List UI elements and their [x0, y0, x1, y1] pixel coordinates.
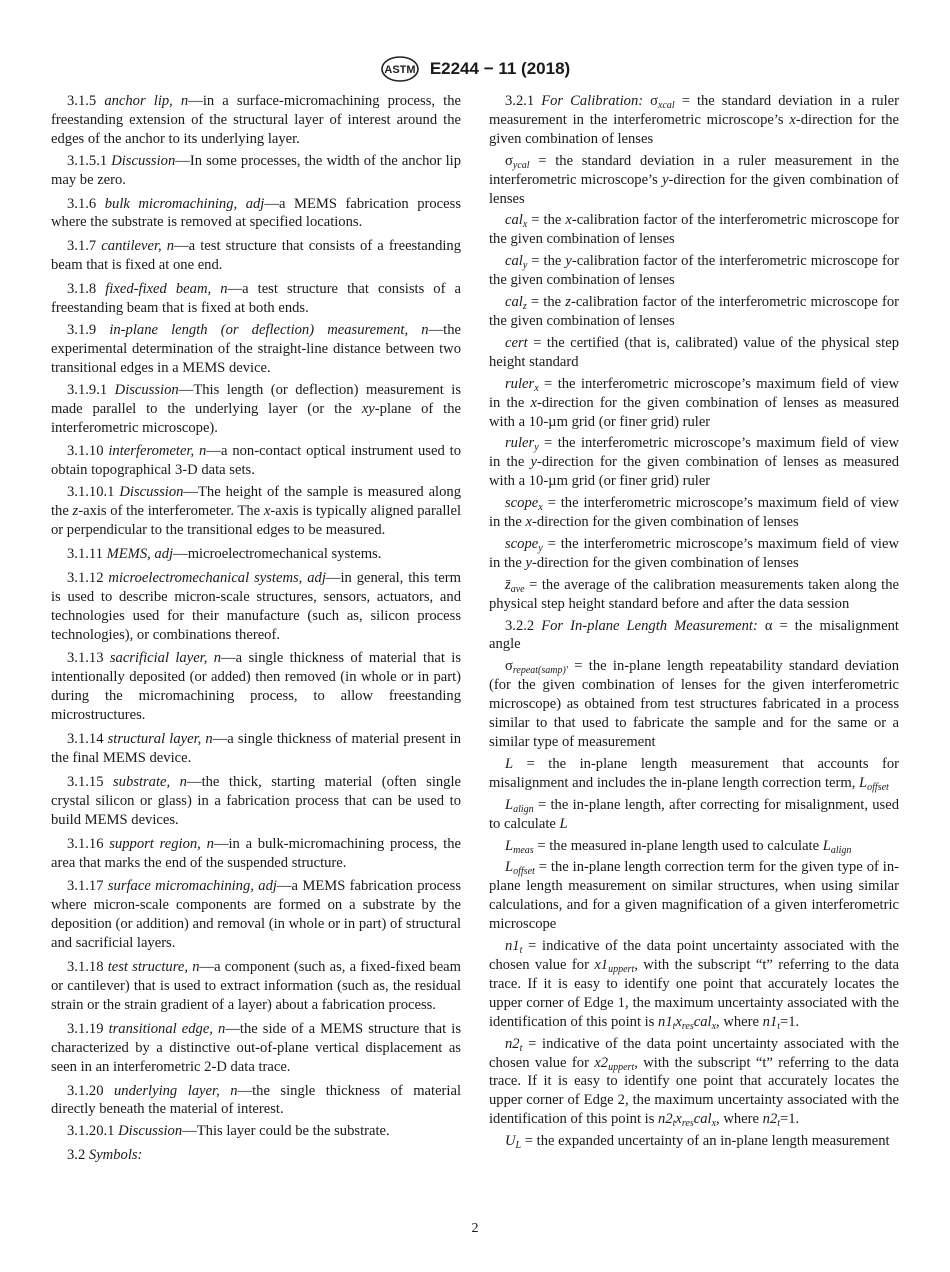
page-number: 2	[471, 1221, 479, 1236]
definition-substrate: 3.1.15 substrate, n—the thick, starting material (often single crystal silicon or glass) in a fabrication process that can be used to build MEMS devices.	[51, 773, 462, 828]
symbol-scope-x: scope$_x$ = the interferometric microscope’s maximum field of view in the x-direction for the given combination of lenses	[489, 495, 899, 531]
symbol-cert: cert = the certified (that is, calibrated) value of the physical step height standard	[489, 334, 899, 370]
symbol-cal-y: cal$_y$ = the y-calibration factor of the interferometric microscope for the given combination of lenses	[489, 253, 899, 289]
astm-logo-icon	[380, 56, 420, 82]
right-column	[489, 92, 899, 1154]
symbol-L: L = the in-plane length measurement that accounts for misalignment and includes the in-plane length correction term, $L_{offset}$	[489, 755, 899, 793]
symbol-scope-y: scope$_y$ = the interferometric microscope’s maximum field of view in the y-direction for the given combination of lenses	[489, 535, 899, 571]
definition-in-plane-length: 3.1.9 in-plane length (or deflection) measurement, n—the experimental determination of the straight-line distance between two transitional edges in a MEMS device.	[51, 321, 461, 376]
symbol-z-ave: $z̄_{ave}$ = the average of the calibration measurements taken along the physical step height standard before and after the data session	[489, 576, 899, 612]
symbol-cal-x: cal$_x$ = the x-calibration factor of the interferometric microscope for the given combination of lenses	[489, 212, 899, 248]
symbol-sigma-xcal: 3.2.1 For Calibration: $\sigma_{xcal}$ = the standard deviation in a ruler measurement in the interferometric microscope’s x-direction for the given combination of lenses	[489, 93, 899, 147]
definition-interferometer: 3.1.10 interferometer, n—a non-contact optical instrument used to obtain topographical 3-D data sets.	[51, 443, 462, 479]
standard-designation: E2244 − 11 (2018)	[429, 59, 571, 78]
definition-test-structure: 3.1.18 test structure, n—a component (such as, a fixed-fixed beam or cantilever) that is used to extract information (such as, the residual strain or the strain gradient of a layer) about a fabrication process.	[51, 959, 461, 1013]
page-header	[0, 56, 950, 86]
discussion-underlying-layer: 3.1.20.1 Discussion—This layer could be the substrate.	[67, 1123, 390, 1140]
definition-surface-micromachining: 3.1.17 surface micromachining, adj—a MEMS fabrication process where micron-scale components are formed on a substrate by the deposition (or addition) and removal (in whole or in part) of structural and sacrificial layers.	[51, 878, 461, 952]
symbol-cal-z: cal$_z$ = the z-calibration factor of the interferometric microscope for the given combination of lenses	[489, 294, 899, 329]
definition-sacrificial-layer: 3.1.13 sacrificial layer, n—a single thickness of material that is intentionally deposited (or added) then removed (in whole or in part) during the micromachining process, to allow freestanding microstructures.	[51, 650, 461, 724]
svg-text:ASTM: ASTM	[384, 64, 416, 76]
definition-cantilever: 3.1.7 cantilever, n—a test structure that consists of a freestanding beam that is fixed at one end.	[51, 238, 462, 274]
symbol-n2t: $n2_t$ = indicative of the data point uncertainty associated with the chosen value for $x2_{uppert}$, with the subscript “t” referring to the data trace. If it is easy to identify one point that accurately locates the upper corner of Edge 2, the maximum uncertainty associated with the identification of this point is $n2_tx_{res}cal_x$, where $n2_t=1$.	[489, 1035, 899, 1130]
discussion-anchor-lip: 3.1.5.1 Discussion—In some processes, the width of the anchor lip may be zero.	[51, 152, 461, 188]
symbol-U-L: $U_L$ = the expanded uncertainty of an in-plane length measurement	[505, 1133, 890, 1152]
symbol-L-meas: $L_{meas}$ = the measured in-plane length used to calculate $L_{align}$	[505, 837, 852, 856]
definition-bulk-micromachining: 3.1.6 bulk micromachining, adj—a MEMS fabrication process where the substrate is removed at specified locations.	[51, 195, 461, 231]
definition-anchor-lip: 3.1.5 anchor lip, n—in a surface-micromachining process, the freestanding extension of the structural layer of interest around the edges of the anchor to its underlying layer.	[51, 93, 461, 147]
discussion-interferometer: 3.1.10.1 Discussion—The height of the sample is measured along the z-axis of the interferometer. The x-axis is typically aligned parallel or perpendicular to the transitional edges to be measured.	[51, 484, 462, 539]
definition-mems: 3.1.11 MEMS, adj—microelectromechanical systems.	[67, 545, 382, 562]
symbol-n1t: $n1_t$ = indicative of the data point uncertainty associated with the chosen value for $x1_{uppert}$, with the subscript “t” referring to the data trace. If it is easy to identify one point that accurately locates the upper corner of Edge 1, the maximum uncertainty associated with the identification of this point is $n1_tx_{res}cal_x$, where $n1_t=1$.	[489, 938, 899, 1032]
definition-structural-layer: 3.1.14 structural layer, n—a single thickness of material present in the final MEMS device.	[51, 731, 461, 766]
symbol-L-offset: $L_{offset}$ = the in-plane length correction term for the given type of in-plane length measurement on similar structures, when using similar calculations, and for a given magnification of a given interferometric microscope	[489, 859, 899, 933]
discussion-in-plane-length: 3.1.9.1 Discussion—This length (or deflection) measurement is made parallel to the underlying layer (or the xy-plane of the interferometric microscope).	[51, 381, 462, 436]
definition-transitional-edge: 3.1.19 transitional edge, n—the side of a MEMS structure that is characterized by a distinctive out-of-plane vertical displacement as seen in an interferometric 2-D data trace.	[51, 1020, 461, 1075]
symbol-sigma-ycal: $\sigma_{ycal}$ = the standard deviation in a ruler measurement in the interferometric microscope’s y-direction for the given combination of lenses	[489, 152, 899, 207]
symbol-alpha: 3.2.2 For In-plane Length Measurement: α = the misalignment angle	[489, 617, 899, 653]
symbol-ruler-y: ruler$_y$ = the interferometric microscope’s maximum field of view in the y-direction for the given combination of lenses as measured with a 10-µm grid (or finer grid) ruler	[489, 435, 899, 490]
definition-microelectromechanical-systems: 3.1.12 microelectromechanical systems, adj—in general, this term is used to describe micron-scale structures, sensors, actuators, and technologies used for their manufacture (such as, silicon process technologies), or combinations thereof.	[51, 569, 461, 643]
left-column	[51, 92, 461, 1168]
symbol-ruler-x: ruler$_x$ = the interferometric microscope’s maximum field of view in the x-direction for the given combination of lenses as measured with a 10-µm grid (or finer grid) ruler	[489, 375, 899, 430]
definition-fixed-fixed-beam: 3.1.8 fixed-fixed beam, n—a test structure that consists of a freestanding beam that is fixed at both ends.	[51, 281, 461, 317]
symbol-sigma-repeat: $\sigma_{repeat(samp)'}$ = the in-plane length repeatability standard deviation (for the given combination of lenses for the given interferometric microscope) as obtained from test structures fabricated in a process similar to that used to fabricate the sample and for the same or a similar type of measurement	[489, 658, 899, 750]
definition-support-region: 3.1.16 support region, n—in a bulk-micromachining process, the area that marks the end of the suspended structure.	[51, 835, 462, 871]
definition-underlying-layer: 3.1.20 underlying layer, n—the single thickness of material directly beneath the material of interest.	[51, 1082, 462, 1118]
section-symbols-heading: 3.2 Symbols:	[67, 1147, 143, 1164]
symbol-L-align: $L_{align}$ = the in-plane length, after correcting for misalignment, used to calculate L	[489, 796, 899, 832]
